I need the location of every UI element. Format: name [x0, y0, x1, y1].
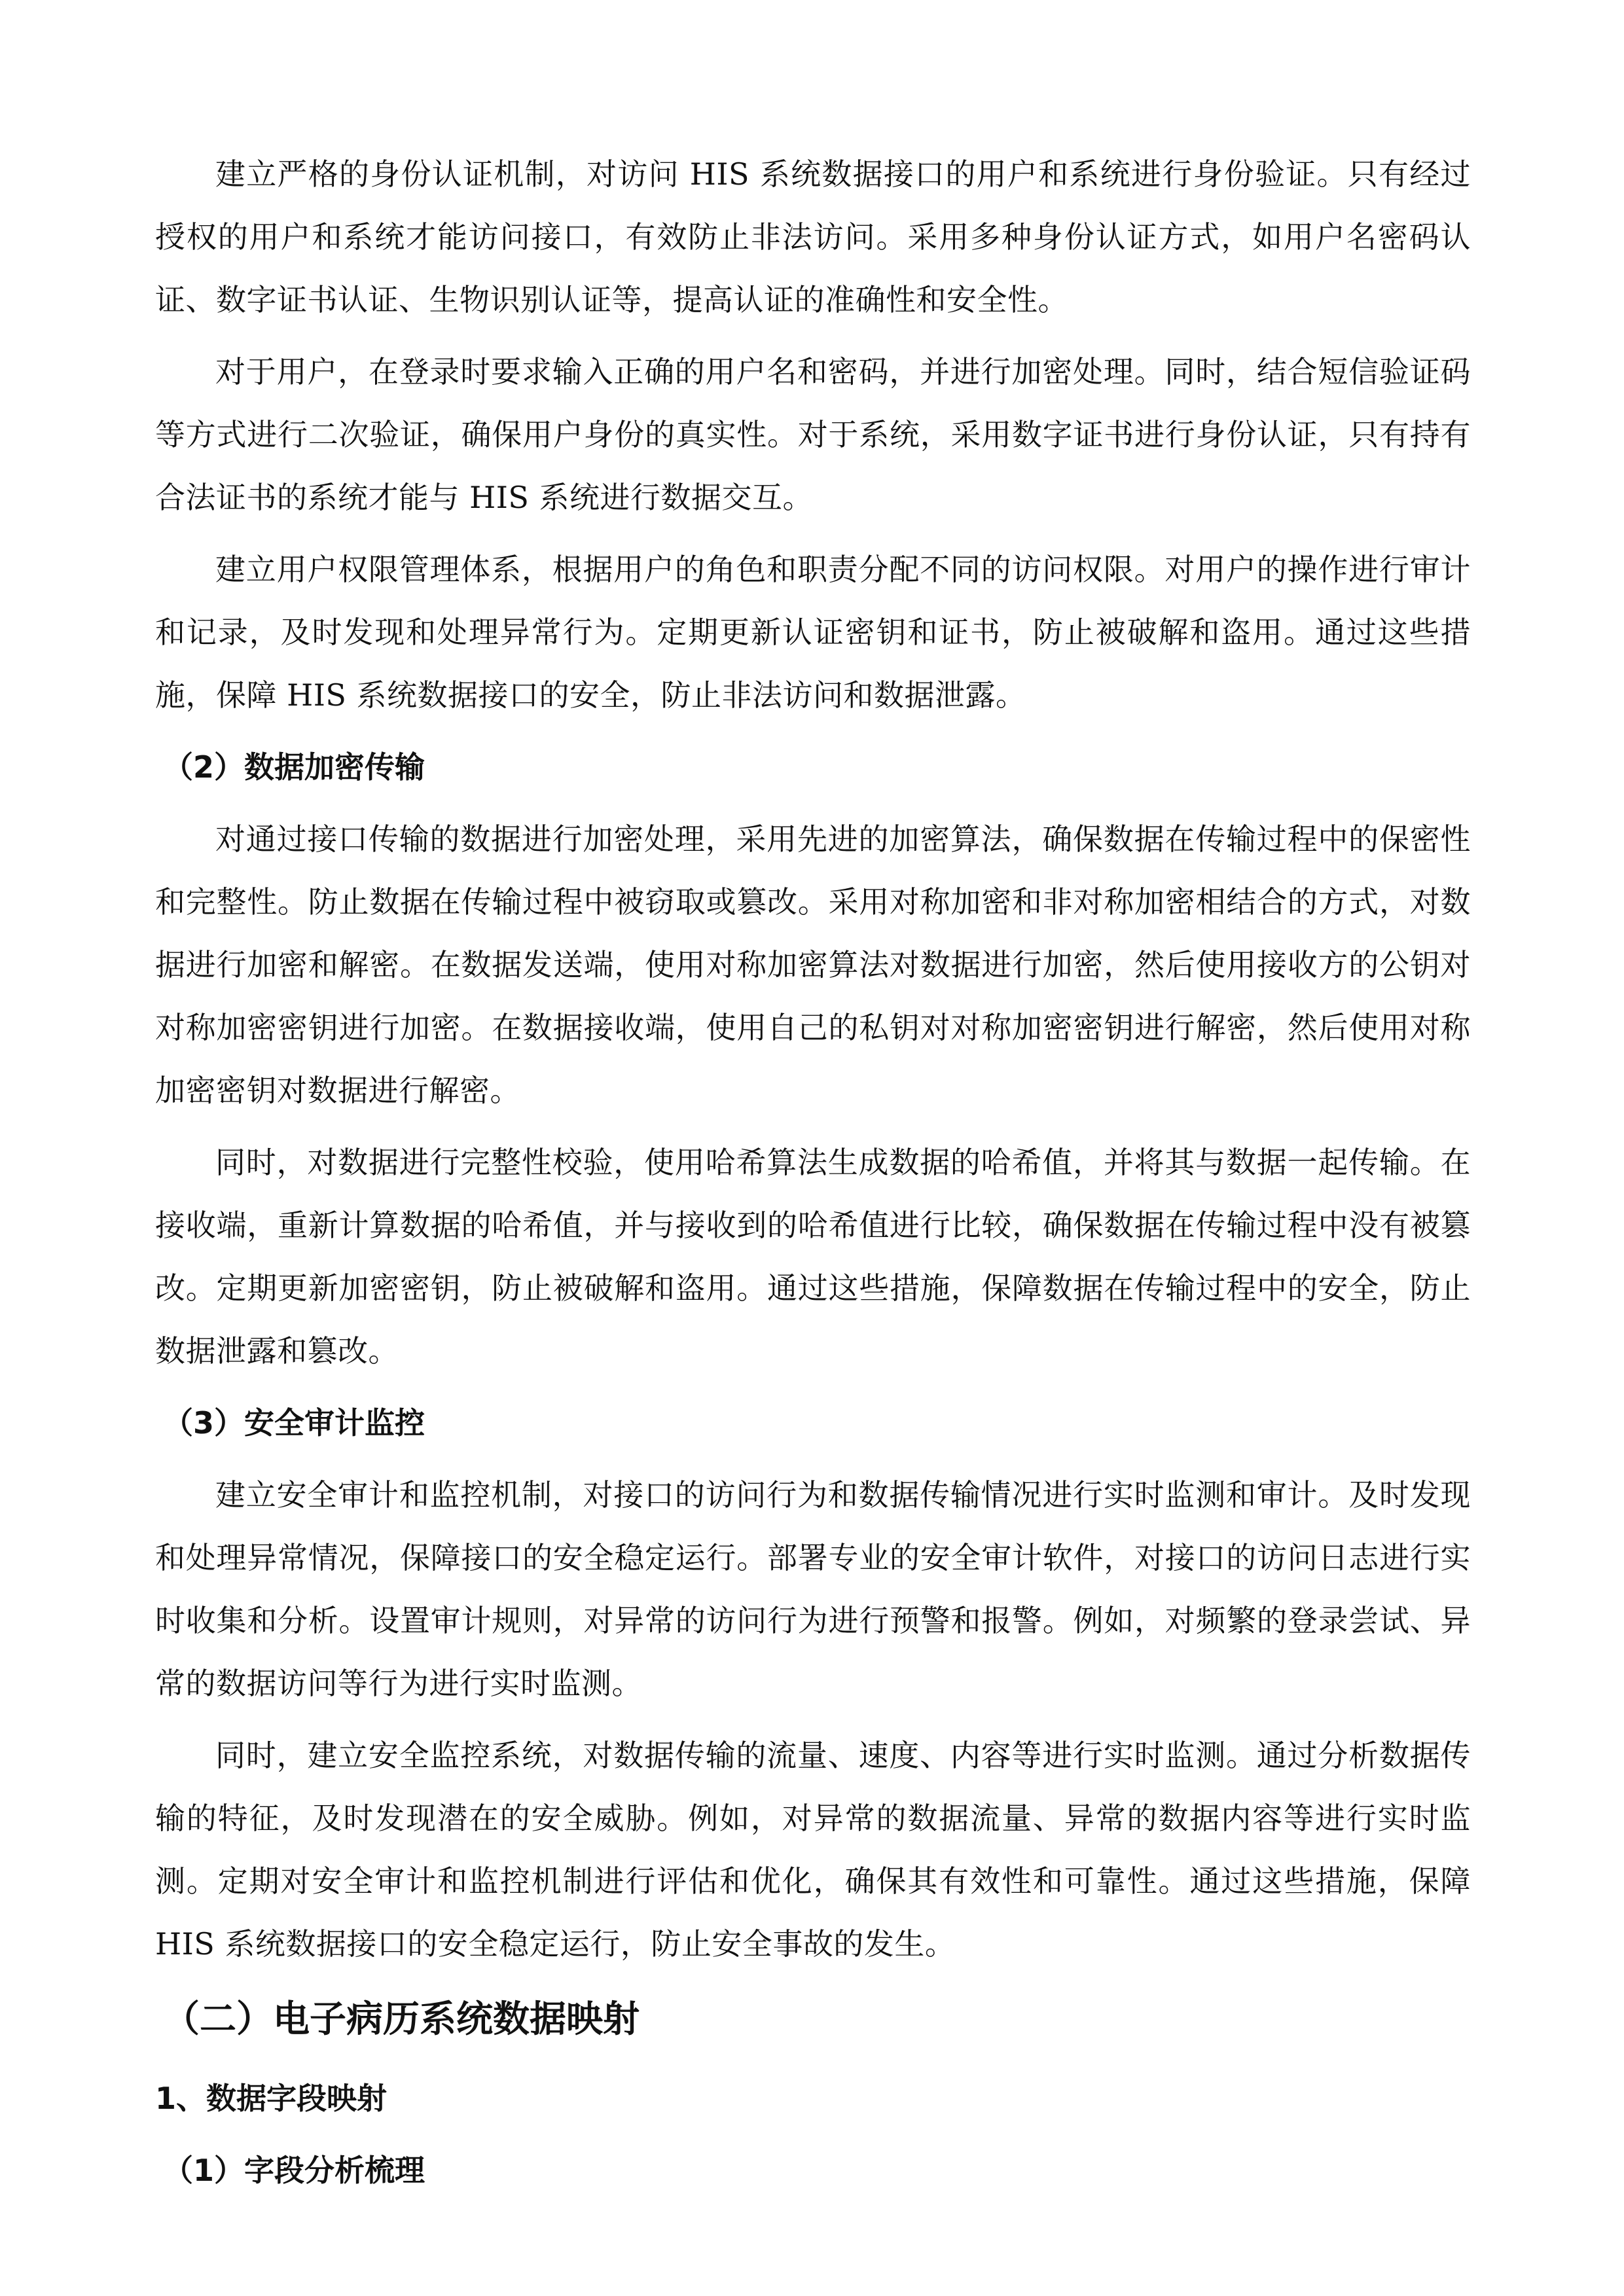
document-body [155, 143, 1471, 2211]
para-audit-mechanism: 建立安全审计和监控机制，对接口的访问行为和数据传输情况进行实时监测和审计。及时发现和处理异常情况，保障接口的安全稳定运行。部署专业的安全审计软件，对接口的访问日志进行实时收集和分析。设置审计规则，对异常的访问行为进行预警和报警。例如，对频繁的登录尝试、异常的数据访问等行为进行实时监测。 [155, 1477, 1471, 1701]
para-monitoring-system: 同时，建立安全监控系统，对数据传输的流量、速度、内容等进行实时监测。通过分析数据传输的特征，及时发现潜在的安全威胁。例如，对异常的数据流量、异常的数据内容等进行实时监测。定期对安全审计和监控机制进行评估和优化，确保其有效性和可靠性。通过这些措施，保障 HIS 系统数据接口的安全稳定运行，防止安全事故的发生。 [155, 1738, 1471, 1962]
heading-field-analysis: （1）字段分析梳理 [163, 2153, 425, 2188]
para-permission-management: 建立用户权限管理体系，根据用户的角色和职责分配不同的访问权限。对用户的操作进行审计和记录，及时发现和处理异常行为。定期更新认证密钥和证书，防止被破解和盗用。通过这些措施，保障 HIS 系统数据接口的安全，防止非法访问和数据泄露。 [155, 552, 1471, 713]
para-user-login-verification: 对于用户，在登录时要求输入正确的用户名和密码，并进行加密处理。同时，结合短信验证码等方式进行二次验证，确保用户身份的真实性。对于系统，采用数字证书进行身份认证，只有持有合法证书的系统才能与 HIS 系统进行数据交互。 [155, 354, 1471, 515]
para-encryption-methods: 对通过接口传输的数据进行加密处理，采用先进的加密算法，确保数据在传输过程中的保密性和完整性。防止数据在传输过程中被窃取或篡改。采用对称加密和非对称加密相结合的方式，对数据进行加密和解密。在数据发送端，使用对称加密算法对数据进行加密，然后使用接收方的公钥对对称加密密钥进行加密。在数据接收端，使用自己的私钥对对称加密密钥进行解密，然后使用对称加密密钥对数据进行解密。 [155, 821, 1471, 1108]
para-identity-auth-mechanism: 建立严格的身份认证机制，对访问 HIS 系统数据接口的用户和系统进行身份验证。只有经过授权的用户和系统才能访问接口，有效防止非法访问。采用多种身份认证方式，如用户名密码认证、数字证书认证、生物识别认证等，提高认证的准确性和安全性。 [155, 156, 1471, 317]
heading-security-audit: （3）安全审计监控 [163, 1405, 425, 1441]
heading-field-mapping: 1、数据字段映射 [155, 2081, 388, 2116]
para-integrity-check: 同时，对数据进行完整性校验，使用哈希算法生成数据的哈希值，并将其与数据一起传输。在接收端，重新计算数据的哈希值，并与接收到的哈希值进行比较，确保数据在传输过程中没有被篡改。定期更新加密密钥，防止被破解和盗用。通过这些措施，保障数据在传输过程中的安全，防止数据泄露和篡改。 [155, 1145, 1471, 1369]
heading-data-encryption: （2）数据加密传输 [163, 749, 425, 785]
heading-emr-data-mapping: （二）电子病历系统数据映射 [163, 1998, 640, 2041]
